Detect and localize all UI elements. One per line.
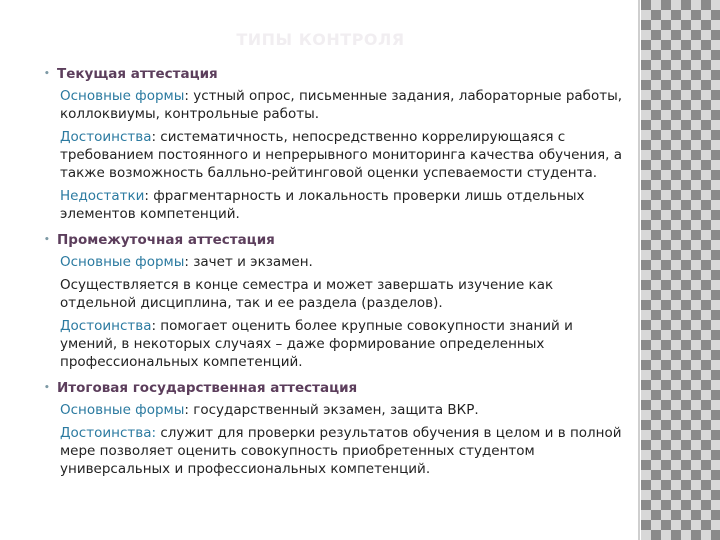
paragraph-label: Основные формы <box>60 254 185 270</box>
section-heading <box>44 378 629 398</box>
paragraph-text: : устный опрос, письменные задания, лабораторные работы, коллоквиумы, контрольные работы. <box>60 88 623 122</box>
paragraph-label: Достоинства: <box>60 425 157 441</box>
section-heading-text: Итоговая государственная аттестация <box>57 380 358 396</box>
section-final-state-attestation <box>44 378 629 478</box>
paragraph-text: служит для проверки результатов обучения в целом и в полной мере позволяет оценить совокупность приобретенных студентом универсальных и профессиональных компетенций. <box>60 425 622 477</box>
paragraph-label: Достоинства <box>60 129 152 145</box>
section-heading <box>44 64 629 84</box>
paragraph <box>60 424 629 478</box>
paragraph-text: : помогает оценить более крупные совокупности знаний и умений, в некоторых случаях – даже формирование определенных профессиональных компетенций. <box>60 318 573 370</box>
section-current-attestation <box>44 64 629 223</box>
paragraph-text: Осуществляется в конце семестра и может завершать изучение как отдельной дисциплина, так и ее раздела (разделов). <box>60 277 554 311</box>
paragraph <box>60 128 629 182</box>
side-divider-line <box>638 0 640 540</box>
paragraph <box>60 276 629 312</box>
section-intermediate-attestation <box>44 230 629 371</box>
bullet-icon: • <box>44 235 50 245</box>
bullet-icon: • <box>44 69 50 79</box>
paragraph-label: Достоинства <box>60 318 152 334</box>
paragraph-label: Недостатки <box>60 188 145 204</box>
section-heading <box>44 230 629 250</box>
section-heading-text: Промежуточная аттестация <box>57 232 275 248</box>
paragraph <box>60 401 629 419</box>
paragraph <box>60 253 629 271</box>
diamond-pattern-decoration <box>641 0 720 540</box>
paragraph <box>60 187 629 223</box>
slide-title: ТИПЫ КОНТРОЛЯ <box>236 30 405 49</box>
paragraph-text: : систематичность, непосредственно коррелирующаяся с требованием постоянного и непрерывного мониторинга качества обучения, а также возможность балльно-рейтинговой оценки успеваемости студента. <box>60 129 622 181</box>
paragraph-text: : государственный экзамен, защита ВКР. <box>184 402 479 418</box>
paragraph-text: : зачет и экзамен. <box>184 254 313 270</box>
paragraph-label: Основные формы <box>60 402 185 418</box>
paragraph <box>60 317 629 371</box>
paragraph <box>60 87 629 123</box>
section-heading-text: Текущая аттестация <box>57 66 218 82</box>
slide-content <box>44 64 629 485</box>
bullet-icon: • <box>44 383 50 393</box>
paragraph-text: : фрагментарность и локальность проверки лишь отдельных элементов компетенций. <box>60 188 585 222</box>
paragraph-label: Основные формы <box>60 88 185 104</box>
